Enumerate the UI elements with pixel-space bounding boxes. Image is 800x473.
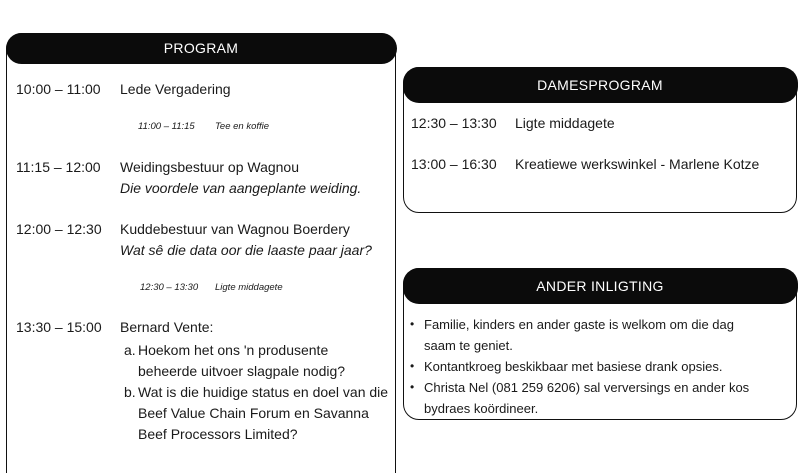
ander-bullet-2-line-1: Kontantkroeg beskikbaar met basiese drank opsies. bbox=[424, 359, 723, 374]
program-item-1-title: Lede Vergadering bbox=[120, 81, 231, 97]
program-item-3-subtitle: Wat sê die data oor die laaste paar jaar? bbox=[120, 242, 372, 258]
program-item-2-time: 11:15 – 12:00 bbox=[16, 159, 101, 175]
break-2-time: 12:30 – 13:30 bbox=[140, 282, 199, 293]
program-item-3-title: Kuddebestuur van Wagnou Boerdery bbox=[120, 221, 350, 237]
program-item-2-subtitle: Die voordele van aangeplante weiding. bbox=[120, 180, 362, 196]
dames-item-2-time: 13:00 – 16:30 bbox=[411, 156, 497, 172]
dames-heading: DAMESPROGRAM bbox=[403, 67, 798, 103]
dames-item-1-time: 12:30 – 13:30 bbox=[411, 115, 497, 131]
break-1-label: Tee en koffie bbox=[215, 121, 270, 132]
program-item-4-time: 13:30 – 15:00 bbox=[16, 319, 102, 335]
ander-bullet-3-line-2: bydraes koördineer. bbox=[424, 401, 539, 416]
ander-bullet-1-line-2: saam te geniet. bbox=[424, 338, 513, 353]
bullet-dot-icon: • bbox=[410, 359, 415, 373]
program-item-3-time: 12:00 – 12:30 bbox=[16, 221, 102, 237]
sublist-b-line-2: Beef Value Chain Forum en Savanna bbox=[138, 405, 369, 421]
sublist-b-line-3: Beef Processors Limited? bbox=[138, 426, 298, 442]
sublist-a-line-1: Hoekom het ons 'n produsente bbox=[138, 342, 329, 358]
sublist-a-line-2: beheerde uitvoer slagpale nodig? bbox=[138, 363, 346, 379]
program-item-4-title: Bernard Vente: bbox=[120, 319, 214, 335]
sublist-b-line-1: Wat is die huidige status en doel van die bbox=[138, 384, 389, 400]
ander-bullet-2 bbox=[410, 356, 723, 377]
bullet-dot-icon: • bbox=[410, 317, 415, 331]
program-item-2-title: Weidingsbestuur op Wagnou bbox=[120, 159, 299, 175]
program-heading: PROGRAM bbox=[6, 33, 397, 64]
ander-heading: ANDER INLIGTING bbox=[403, 268, 798, 304]
sublist-b-marker: b. bbox=[124, 384, 136, 400]
ander-bullet-3 bbox=[410, 377, 750, 419]
dames-item-1-title: Ligte middagete bbox=[515, 115, 615, 131]
dames-panel bbox=[403, 67, 797, 213]
ander-bullet-1-line-1: Familie, kinders en ander gaste is welkom om die dag bbox=[424, 317, 734, 332]
bullet-dot-icon: • bbox=[410, 380, 415, 394]
ander-bullet-3-line-1: Christa Nel (081 259 6206) sal verversings en ander kos bbox=[424, 380, 750, 395]
break-1-time: 11:00 – 11:15 bbox=[138, 121, 195, 132]
dames-item-2-title: Kreatiewe werkswinkel - Marlene Kotze bbox=[515, 156, 760, 172]
sublist-a-marker: a. bbox=[124, 342, 136, 358]
program-item-1-time: 10:00 – 11:00 bbox=[16, 81, 101, 97]
break-2-label: Ligte middagete bbox=[215, 282, 283, 293]
ander-bullet-1 bbox=[410, 314, 734, 356]
